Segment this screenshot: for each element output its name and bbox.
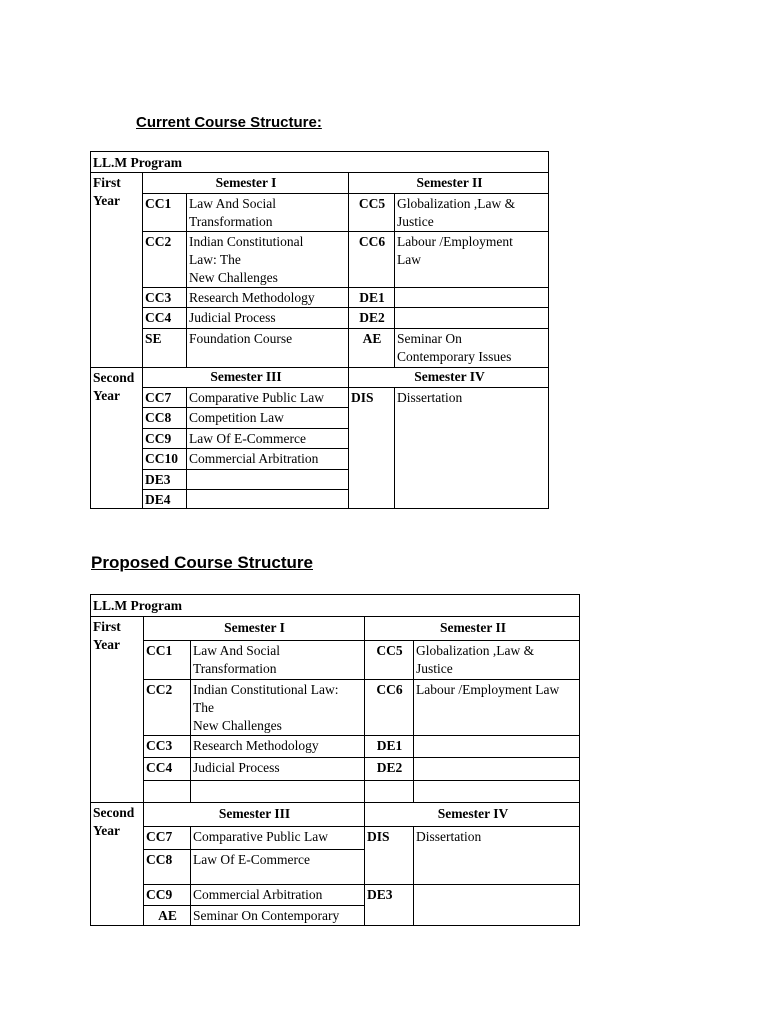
course-code: CC6 xyxy=(358,234,386,249)
program-title: LL.M Program xyxy=(93,598,182,613)
course-code: CC4 xyxy=(146,760,173,775)
course-name-cell xyxy=(186,489,348,509)
course-name: Law And Social Transformation xyxy=(189,196,276,229)
course-name: Dissertation xyxy=(397,390,463,405)
semester-4-header-cell xyxy=(348,367,549,387)
course-name-cell xyxy=(413,826,580,884)
semester-2-header-cell xyxy=(348,172,549,193)
course-name: Globalization ,Law & Justice xyxy=(397,196,516,229)
course-name: Seminar On Contemporary xyxy=(193,908,340,923)
second-year-label: Second Year xyxy=(93,370,135,403)
course-name-cell xyxy=(394,328,549,367)
semester-1-header: Semester I xyxy=(215,175,277,190)
course-name-cell xyxy=(186,428,348,448)
course-name-cell xyxy=(186,387,348,407)
course-code-cell xyxy=(143,826,190,849)
course-name-cell xyxy=(190,905,364,926)
semester-4-header: Semester IV xyxy=(414,369,485,384)
semester-2-header-cell xyxy=(364,616,580,640)
course-code: CC5 xyxy=(376,643,403,658)
semester-3-header-cell xyxy=(143,802,364,826)
course-code-cell xyxy=(348,231,394,287)
course-code-cell xyxy=(143,640,190,679)
course-name-cell xyxy=(190,679,364,735)
first-year-label: First Year xyxy=(93,175,121,208)
semester-1-header: Semester I xyxy=(224,620,285,635)
course-code: CC8 xyxy=(145,410,172,425)
course-code: CC2 xyxy=(145,234,172,249)
semester-4-header: Semester IV xyxy=(437,806,509,821)
course-code: CC2 xyxy=(146,682,173,697)
course-name: Judicial Process xyxy=(189,310,276,325)
course-name-cell xyxy=(394,193,549,231)
current-course-table xyxy=(90,151,549,509)
course-code-cell xyxy=(348,387,394,509)
course-name: Commercial Arbitration xyxy=(193,887,323,902)
second-year-label-cell xyxy=(90,802,143,926)
course-name-cell xyxy=(394,231,549,287)
course-name: Law And Social Transformation xyxy=(193,643,280,676)
semester-4-header-cell xyxy=(364,802,580,826)
course-code: CC5 xyxy=(358,196,386,211)
course-name: Globalization ,Law & Justice xyxy=(416,643,535,676)
semester-1-header-cell xyxy=(142,172,348,193)
course-name-cell xyxy=(186,231,348,287)
course-code: DIS xyxy=(351,390,374,405)
course-code: CC4 xyxy=(145,310,172,325)
course-code-cell xyxy=(142,231,186,287)
course-code-cell xyxy=(364,679,413,735)
course-code: DE3 xyxy=(145,472,171,487)
semester-3-header-cell xyxy=(142,367,348,387)
course-name: Judicial Process xyxy=(193,760,280,775)
semester-2-header: Semester II xyxy=(416,175,483,190)
course-name-cell xyxy=(413,640,580,679)
course-name-cell xyxy=(186,469,348,489)
course-code: CC7 xyxy=(146,829,173,844)
course-code: DE1 xyxy=(359,290,385,305)
course-name-cell xyxy=(413,735,580,757)
course-name-cell xyxy=(186,287,348,307)
program-title: LL.M Program xyxy=(93,155,182,170)
course-name-cell xyxy=(190,640,364,679)
course-code: CC1 xyxy=(146,643,173,658)
first-year-label-cell xyxy=(90,616,143,802)
current-structure-heading: Current Course Structure: xyxy=(136,114,322,131)
course-name: Comparative Public Law xyxy=(189,390,324,405)
course-code: DIS xyxy=(367,829,390,844)
course-name-cell xyxy=(186,407,348,428)
course-name: Foundation Course xyxy=(189,331,293,346)
course-name: Dissertation xyxy=(416,829,482,844)
program-title-cell xyxy=(90,594,580,616)
course-code-cell xyxy=(142,193,186,231)
course-code-cell xyxy=(364,826,413,884)
course-code: DE2 xyxy=(376,760,403,775)
course-name-cell xyxy=(186,193,348,231)
course-code: DE4 xyxy=(145,492,171,507)
course-code-cell xyxy=(143,679,190,735)
course-code-cell xyxy=(364,757,413,780)
course-name: Law Of E-Commerce xyxy=(189,431,306,446)
course-name: Research Methodology xyxy=(193,738,319,753)
course-code-cell xyxy=(142,428,186,448)
course-code: AE xyxy=(158,908,177,923)
course-code: CC10 xyxy=(145,451,178,466)
course-name-cell xyxy=(186,328,348,367)
course-code: CC8 xyxy=(146,852,173,867)
semester-2-header: Semester II xyxy=(439,620,507,635)
second-year-label-cell xyxy=(90,367,142,509)
course-code: SE xyxy=(145,331,162,346)
course-name: Indian Constitutional Law: The New Challenges xyxy=(193,682,339,733)
course-name: Commercial Arbitration xyxy=(189,451,319,466)
course-name-cell xyxy=(413,884,580,926)
course-name: Seminar On Contemporary Issues xyxy=(397,331,512,364)
course-name: Comparative Public Law xyxy=(193,829,328,844)
course-code: AE xyxy=(362,331,382,346)
course-code: CC1 xyxy=(145,196,172,211)
course-code-cell xyxy=(364,640,413,679)
course-code-cell xyxy=(143,757,190,780)
course-name-cell xyxy=(190,849,364,884)
course-code: CC9 xyxy=(146,887,173,902)
course-code: DE3 xyxy=(367,887,393,902)
course-name-cell xyxy=(190,757,364,780)
course-name-cell xyxy=(413,679,580,735)
first-year-label-cell xyxy=(90,172,142,367)
course-code-cell xyxy=(142,407,186,428)
course-code: CC6 xyxy=(376,682,403,697)
course-name-cell xyxy=(190,735,364,757)
semester-3-header: Semester III xyxy=(210,369,282,384)
course-name-cell xyxy=(413,757,580,780)
course-name-cell xyxy=(190,826,364,849)
course-name-cell xyxy=(394,307,549,328)
course-code-cell xyxy=(348,287,394,307)
course-name: Labour /Employment Law xyxy=(416,682,560,697)
course-name-cell xyxy=(413,780,580,802)
course-name: Law Of E-Commerce xyxy=(193,852,310,867)
course-code: CC3 xyxy=(146,738,173,753)
course-code-cell xyxy=(364,780,413,802)
course-code-cell xyxy=(364,735,413,757)
course-code: CC3 xyxy=(145,290,172,305)
proposed-course-table xyxy=(90,594,580,926)
course-code: DE1 xyxy=(376,738,403,753)
first-year-label: First Year xyxy=(93,619,121,652)
course-code-cell xyxy=(348,328,394,367)
course-name-cell xyxy=(394,387,549,509)
semester-1-header-cell xyxy=(143,616,364,640)
course-code-cell xyxy=(143,735,190,757)
course-code-cell xyxy=(143,884,190,905)
course-name: Labour /Employment Law xyxy=(397,234,513,267)
proposed-structure-heading: Proposed Course Structure xyxy=(91,553,313,572)
course-name-cell xyxy=(394,287,549,307)
program-title-cell xyxy=(90,151,549,172)
course-code-cell xyxy=(143,905,190,926)
course-code-cell xyxy=(143,849,190,884)
course-code-cell xyxy=(142,387,186,407)
course-name-cell xyxy=(190,780,364,802)
course-name-cell xyxy=(190,884,364,905)
second-year-label: Second Year xyxy=(93,805,135,838)
course-name: Indian Constitutional Law: The New Challenges xyxy=(189,234,304,285)
course-code-cell xyxy=(142,489,186,509)
course-name-cell xyxy=(186,307,348,328)
course-code-cell xyxy=(142,328,186,367)
course-code-cell xyxy=(364,884,413,926)
course-code-cell xyxy=(142,448,186,469)
course-code: CC9 xyxy=(145,431,172,446)
semester-3-header: Semester III xyxy=(218,806,291,821)
course-code-cell xyxy=(142,287,186,307)
course-code-cell xyxy=(142,307,186,328)
course-name: Competition Law xyxy=(189,410,284,425)
course-code: CC7 xyxy=(145,390,172,405)
course-code-cell xyxy=(348,307,394,328)
course-code-cell xyxy=(143,780,190,802)
course-code: DE2 xyxy=(359,310,385,325)
course-name-cell xyxy=(186,448,348,469)
course-code-cell xyxy=(348,193,394,231)
course-name: Research Methodology xyxy=(189,290,315,305)
course-code-cell xyxy=(142,469,186,489)
